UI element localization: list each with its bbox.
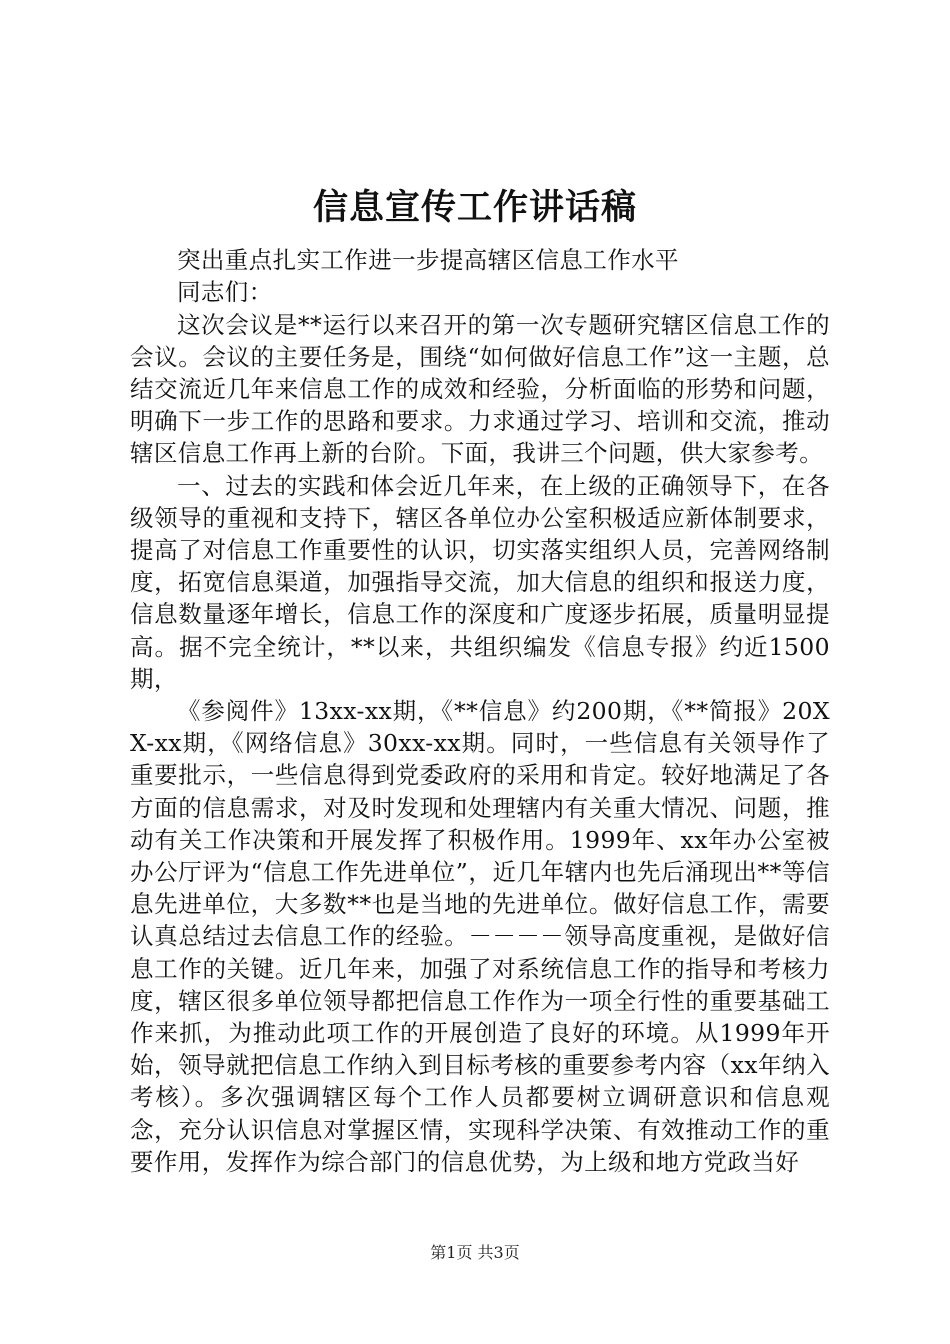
paragraph-publications: 《参阅件》13xx-xx期，《**信息》约200期，《**简报》20XX-xx期，《网络信息》30xx-xx期。同时，一些信息有关领导作了重要批示，一些信息得到党委政府的采用和肯定。较好地满足了各方面的信息需求，对及时发现和处理辖内有关重大情况、问题，推动有关工作决策和开展发挥了积极作用。1999年、xx年办公室被办公厅评为“信息工作先进单位”，近几年辖内也先后涌现出**等信息先进单位，大多数**也是当地的先进单位。做好信息工作，需要认真总结过去信息工作的经验。－－－－领导高度重视，是做好信息工作的关键。近几年来，加强了对系统信息工作的指导和考核力度，辖区很多单位领导都把信息工作作为一项全行性的重要基础工作来抓，为推动此项工作的开展创造了良好的环境。从1999年开始，领导就把信息工作纳入到目标考核的重要参考内容（xx年纳入考核）。多次强调辖区每个工作人员都要树立调研意识和信息观念，充分认识信息对掌握区情，实现科学决策、有效推动工作的重要作用，发挥作为综合部门的信息优势，为上级和地方党政当好 [130,697,830,1176]
document-body [130,212,830,1178]
paragraph-intro: 这次会议是**运行以来召开的第一次专题研究辖区信息工作的会议。会议的主要任务是，围绕“如何做好信息工作”这一主题，总结交流近几年来信息工作的成效和经验，分析面临的形势和问题，明确下一步工作的思路和要求。力求通过学习、培训和交流，推动辖区信息工作再上新的台阶。下面，我讲三个问题，供大家参考。 [130,310,830,468]
paragraph-subtitle: 突出重点扎实工作进一步提高辖区信息工作水平 [177,246,679,275]
title-spacer [130,212,830,244]
paragraph-section-one: 一、过去的实践和体会近几年来，在上级的正确领导下，在各级领导的重视和支持下，辖区各单位办公室积极适应新体制要求，提高了对信息工作重要性的认识，切实落实组织人员，完善网络制度，拓宽信息渠道，加强指导交流，加大信息的组织和报送力度，信息数量逐年增长，信息工作的深度和广度逐步拓展，质量明显提高。据不完全统计，**以来，共组织编发《信息专报》约近1500期， [130,471,830,693]
page-number-footer: 第1页 共3页 [430,1243,520,1262]
paragraph-salutation: 同志们： [177,278,273,307]
document-title: 信息宣传工作讲话稿 [312,187,637,228]
